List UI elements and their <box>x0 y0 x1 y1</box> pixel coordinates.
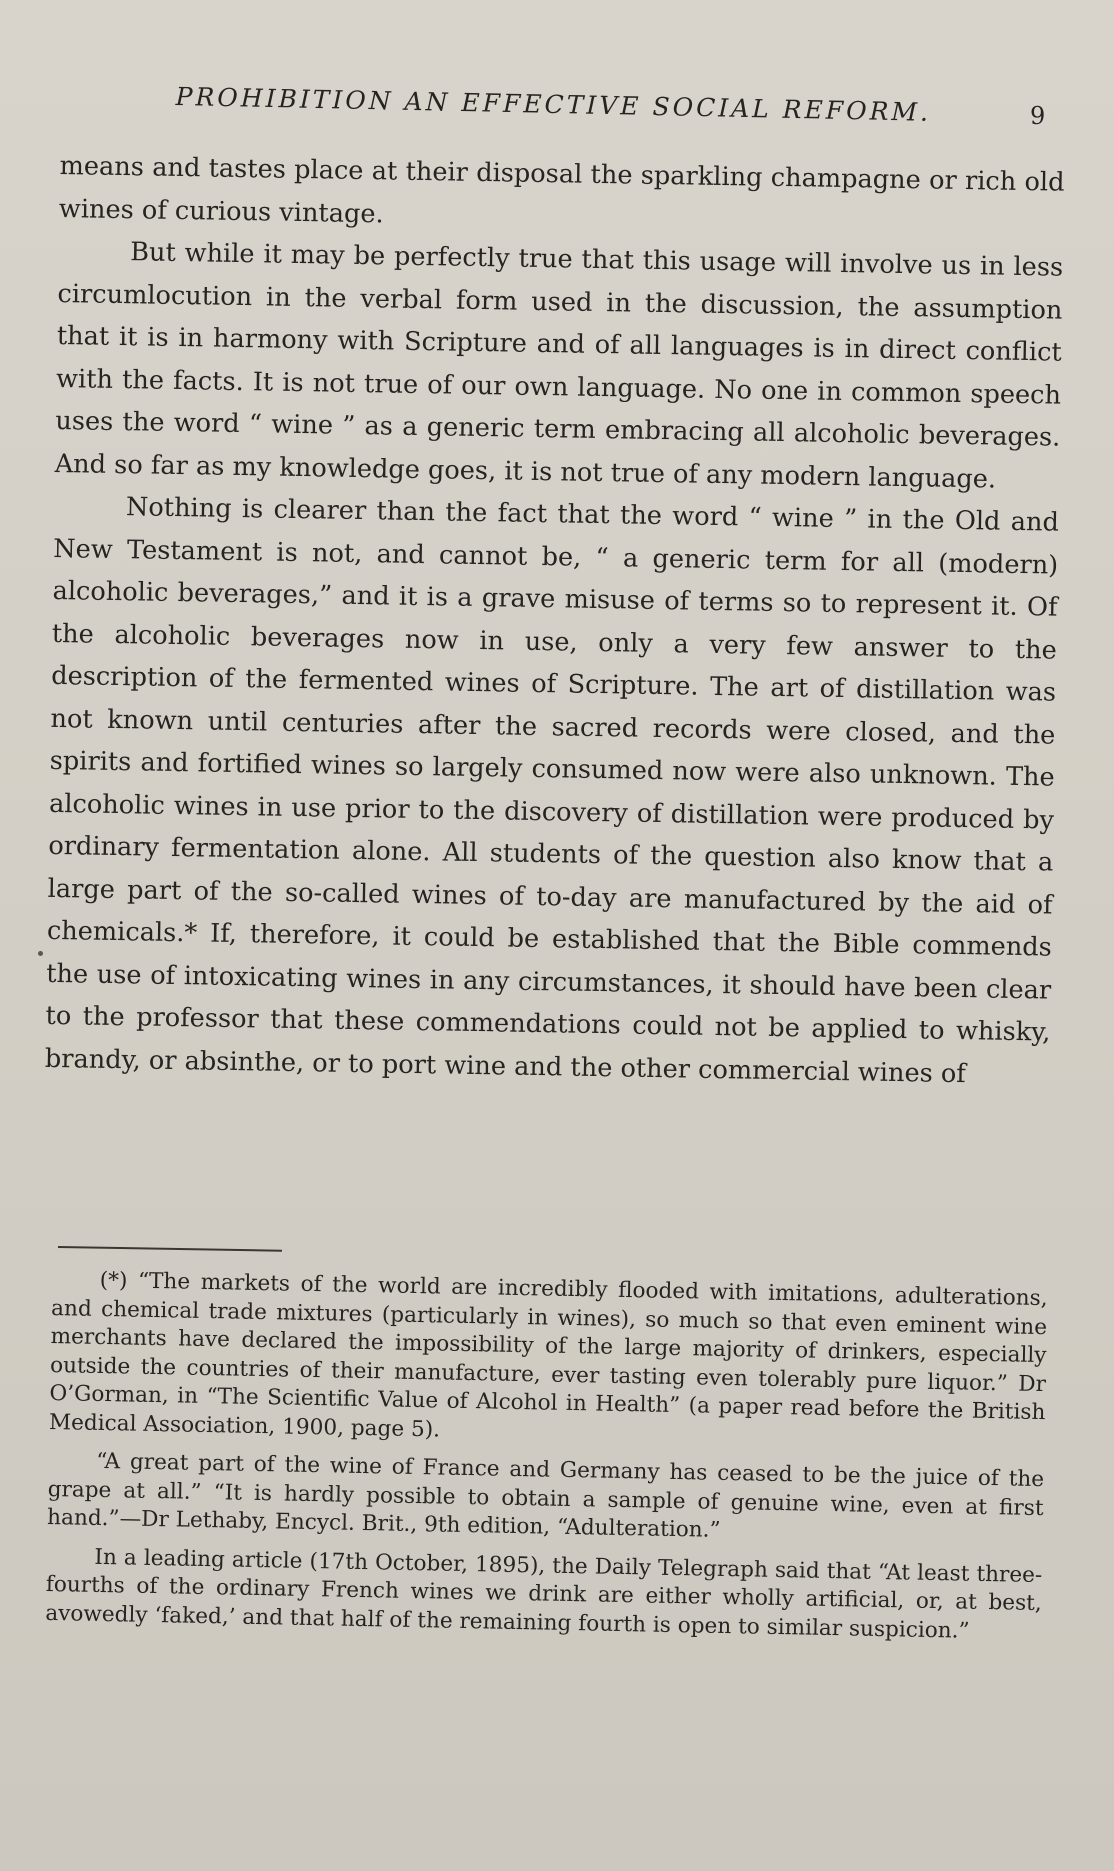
footnote-rule <box>58 1246 282 1252</box>
footnote: “A great part of the wine of France and Germany has ceased to be the juice of the grape at all.” “It is hardly possible to obtain a sample of genuine wine, even at first hand.”—Dr Lethaby, Encycl. Brit., 9th edition, “Adulteration.” <box>46 1448 1045 1543</box>
footnote: (*) “The markets of the world are incredibly flooded with imitations, adulterations, and chemical trade mixtures (particularly in wines), so much so that even eminent wine merchants have declared the impossibility of the large majority of drinkers, especially outside the countries of their manufacture, ever tasting even tolerably pure liquor.” Dr O’Gorman, in “The Scientific Value of Alcohol in Health” (a paper read before the British Medical Association, 1900, page 5). <box>48 1267 1048 1442</box>
paragraph: But while it may be perfectly true that this usage will involve us in less circumlocution in the verbal form used in the discussion, the assumption that it is in harmony with Scripture and of all languages is in direct conflict with the facts. It is not true of our own language. No one in common speech uses the word “ wine ” as a generic term embracing all alcoholic beverages. And so far as my knowledge goes, it is not true of any modern language. <box>54 237 1064 495</box>
body-text <box>44 145 1064 1097</box>
footnote: In a leading article (17th October, 1895), the Daily Telegraph said that “At least three-fourths of the ordinary French wines we drink are either wholly artificial, or, at best, avowedly ‘faked,’ and that half of the remaining fourth is open to similar suspicion.” <box>45 1544 1043 1644</box>
running-title: PROHIBITION AN EFFECTIVE SOCIAL REFORM. <box>175 82 932 127</box>
page-number: 9 <box>1030 102 1046 130</box>
paragraph-continued: means and tastes place at their disposal the sparkling champagne or rich old wines of curious vintage. <box>58 150 1065 229</box>
paragraph: Nothing is clearer than the fact that the word “ wine ” in the Old and New Testament is not, and cannot be, “ a generic term for all (modern) alcoholic beverages,” and it is a grave misuse of terms so to represent it. Of the alcoholic beverages now in use, only a very few answer to the description of the fermented wines of Scripture. The art of distillation was not known until centuries after the sacred records were closed, and the spirits and fortified wines so largely consumed now were also unknown. The alcoholic wines in use prior to the discovery of distillation were produced by ordinary fermentation alone. All students of the question also know that a large part of the so-called wines of to-day are manufactured by the aid of chemicals.* If, therefore, it could be established that the Bible commends the use of intoxicating wines in any circumstances, it should have been clear to the professor that these commendations could not be applied to whisky, brandy, or absinthe, or to port wine and the other commercial wines of <box>44 492 1060 1089</box>
margin-mark <box>38 951 43 956</box>
footnotes <box>45 1266 1048 1657</box>
page-header <box>0 82 1114 132</box>
